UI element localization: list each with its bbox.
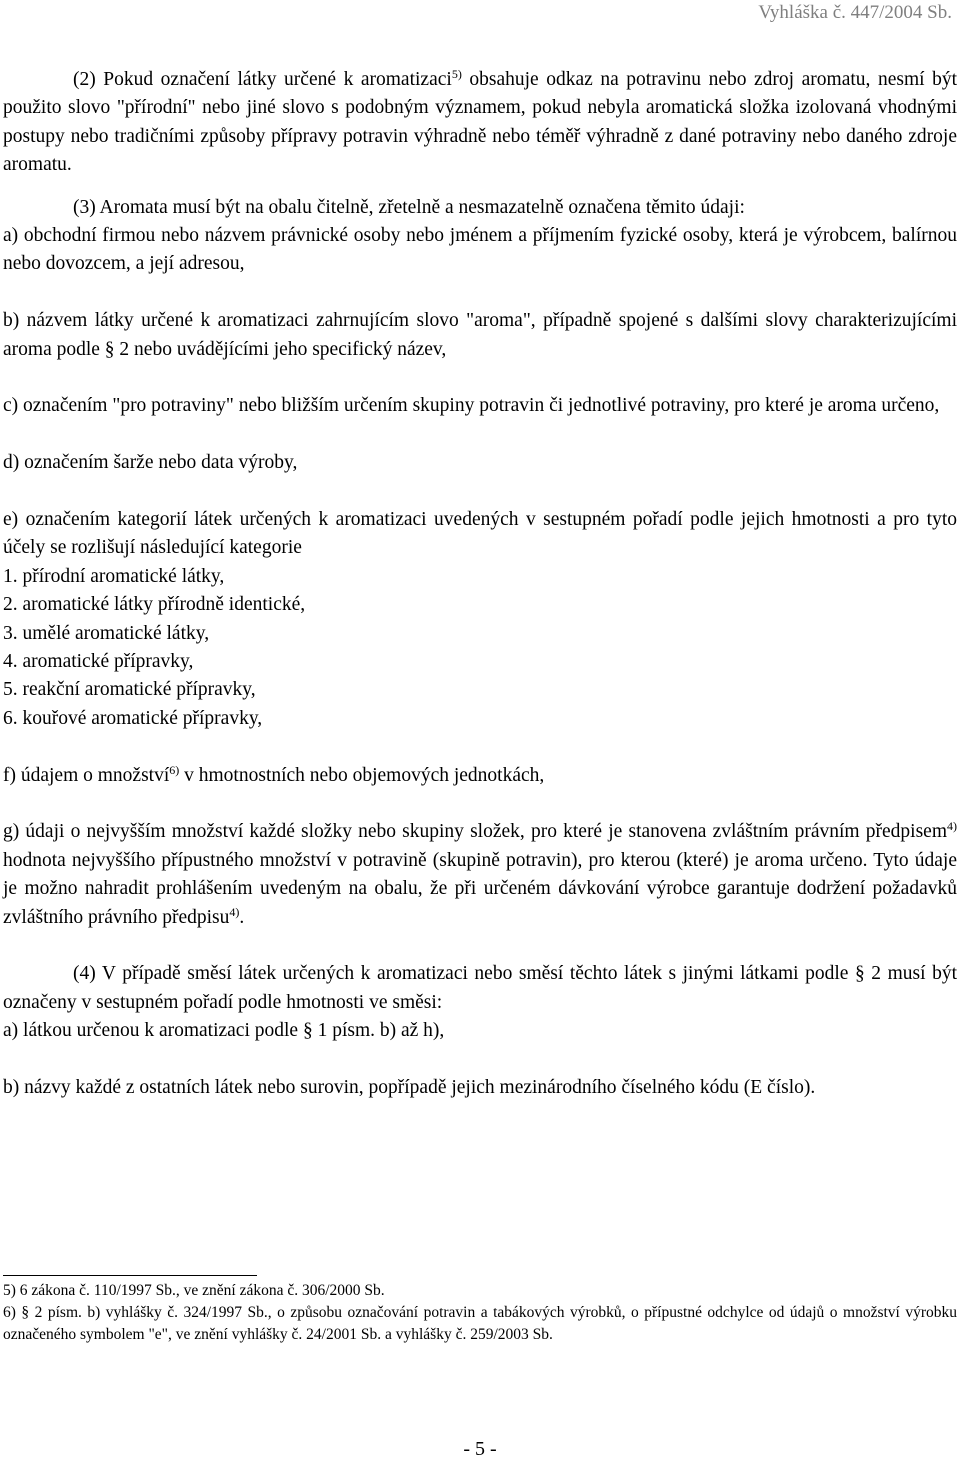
item-f [3, 762, 957, 790]
item-b: b) názvem látky určené k aromatizaci zahrnujícím slovo "aroma", případně spojené s dalšími slovy charakterizujícími aroma podle § 2 nebo uvádějícími jeho specifický název, [3, 310, 957, 360]
item-g [3, 818, 957, 932]
item-a: a) obchodní firmou nebo názvem právnické osoby nebo jménem a příjmením fyzické osoby, která je výrobcem, balírnou nebo dovozcem, a její adresou, [3, 225, 957, 275]
footnote-separator [3, 1275, 257, 1276]
document-body [3, 66, 957, 1103]
document-header: Vyhláška č. 447/2004 Sb. [758, 2, 952, 23]
footnote-6: 6) § 2 písm. b) vyhlášky č. 324/1997 Sb., o způsobu označování potravin a tabákových výrobků, o přípustné odchylce od údajů o množství výrobku označeného symbolem "e", ve znění vyhlášky č. 24/2001 Sb. a vyhlášky č. 259/2003 Sb. [3, 1304, 957, 1343]
item-g-text-end: . [239, 906, 245, 928]
paragraph-3-intro: (3) Aromata musí být na obalu čitelně, zřetelně a nesmazatelně označena těmito údaji: [73, 196, 745, 218]
footnote-ref-5: 5) [451, 67, 462, 81]
paragraph-2 [3, 66, 957, 180]
category-item: 4. aromatické přípravky, [3, 651, 194, 673]
footnotes [3, 1280, 957, 1346]
item-4a: a) látkou určenou k aromatizaci podle § 1 písm. b) až h), [3, 1020, 445, 1042]
item-4b: b) názvy každé z ostatních látek nebo surovin, popřípadě jejich mezinárodního číselného kódu (E číslo). [3, 1077, 816, 1099]
item-d: d) označením šarže nebo data výroby, [3, 452, 298, 474]
item-g-text: g) údaji o nejvyšším množství každé složky nebo skupiny složek, pro které je stanovena zvláštním právním předpisem [3, 821, 947, 843]
item-f-text-cont: v hmotnostních nebo objemových jednotkách, [179, 764, 545, 786]
footnote-ref-4: 4) [229, 904, 240, 919]
item-c: c) označením "pro potraviny" nebo bližším určením skupiny potravin či jednotlivé potraviny, pro které je aroma určeno, [3, 395, 940, 417]
footnote-ref-6: 6) [169, 762, 180, 777]
paragraph-2-text-cont: obsahuje odkaz na potravinu nebo zdroj aromatu, nesmí být použito slovo "přírodní" nebo jiné slovo s podobným významem, pokud nebyla aromatická složka izolovaná vhodnými postupy nebo tradičními způsoby přípravy potravin výhradně nebo téměř výhradně z dané potraviny nebo daného zdroje aromatu. [3, 69, 958, 176]
item-f-text: f) údajem o množství [3, 764, 170, 786]
category-item: 5. reakční aromatické přípravky, [3, 679, 256, 701]
footnote-ref-4: 4) [947, 819, 957, 834]
page-number: - 5 - [463, 1438, 497, 1460]
item-e: e) označením kategorií látek určených k aromatizaci uvedených v sestupném pořadí podle jejich hmotnosti a pro tyto účely se rozlišují následující kategorie [3, 509, 957, 559]
item-g-text-cont: hodnota nejvyššího přípustného množství v potravině (skupině potravin), pro kterou (které) je aroma určeno. Tyto údaje je možno nahradit prohlášením uvedeným na obalu, že při určeném dávkování výrobce garantuje dodržení požadavků zvláštního právního předpisu [3, 849, 957, 928]
category-item: 1. přírodní aromatické látky, [3, 565, 225, 587]
footnote-5: 5) 6 zákona č. 110/1997 Sb., ve znění zákona č. 306/2000 Sb. [3, 1282, 385, 1299]
paragraph-4-intro: (4) V případě směsí látek určených k aromatizaci nebo směsí těchto látek s jinými látkami podle § 2 musí být označeny v sestupném pořadí podle hmotnosti ve směsi: [3, 963, 957, 1013]
category-item: 6. kouřové aromatické přípravky, [3, 707, 263, 729]
category-item: 3. umělé aromatické látky, [3, 622, 210, 644]
paragraph-2-text: (2) Pokud označení látky určené k aromatizaci [73, 69, 452, 90]
category-item: 2. aromatické látky přírodně identické, [3, 594, 306, 616]
